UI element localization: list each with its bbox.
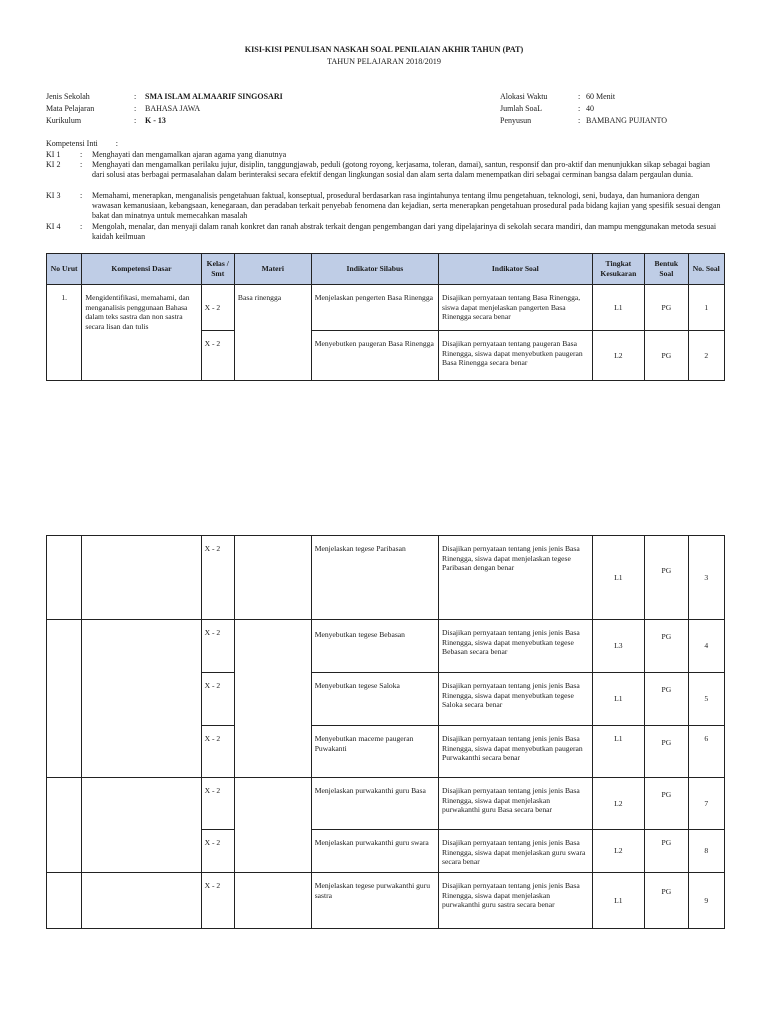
table-row [47, 873, 725, 929]
ki-code: KI 3 [46, 191, 61, 200]
kompetensi-dasar: Mengidentifikasi, memahami, dan menganalisis penggunaan Bahasa dalam teks sastra dan non sastra secara lisan dan tulis [82, 285, 201, 381]
indikator-silabus: Menjelaskan tegese purwakanthi guru sastra [311, 873, 438, 929]
ki-code: KI 1 [46, 150, 61, 159]
tingkat-kesukaran: L1 [592, 536, 645, 620]
document-subtitle: TAHUN PELAJARAN 2018/2019 [327, 57, 441, 66]
bentuk-soal: PG [645, 620, 688, 673]
no-soal: 9 [688, 873, 724, 929]
no-urut [47, 536, 82, 620]
table-row [47, 285, 725, 331]
materi [234, 620, 311, 778]
info-label: Alokasi Waktu [500, 92, 548, 101]
table-row [47, 536, 725, 620]
indikator-silabus: Menyebutkan maceme paugeran Puwakanti [311, 726, 438, 778]
document-title: KISI-KISI PENULISAN NASKAH SOAL PENILAIAN AKHIR TAHUN (PAT) [244, 45, 524, 54]
indikator-soal: Disajikan pernyataan tentang paugeran Basa Rinengga, siswa dapat menyebutken paugeran Basa Rinengga secara benar [439, 331, 593, 381]
no-soal: 1 [688, 285, 724, 331]
col-header: Kelas / Smt [201, 254, 234, 285]
no-urut [47, 778, 82, 873]
col-header: Tingkat Kesukaran [592, 254, 645, 285]
info-right-values [586, 91, 667, 127]
indikator-soal: Disajikan pernyataan tentang jenis jenis Basa Rinengga, siswa dapat menjelaskan purwakanthi guru Basa secara benar [439, 778, 593, 830]
bentuk-soal: PG [645, 285, 688, 331]
ki-text: Menghayati dan mengamalkan perilaku jujur, disiplin, tanggungjawab, peduli (gotong royong, kerjasama, toleran, damai), santun, responsif dan pro-aktif dan menunjukkan sikap sebagai bagian dari solusi atas berbagai permasalahan dalam berinteraksi secara efektif dengan lingkungan sosial dan alam serta dalam menempatkan diri sebagai cerminan bangsa dalam pergaulan dunia. [92, 160, 710, 179]
time-allocation: 60 Menit [586, 92, 616, 101]
indikator-soal: Disajikan pernyataan tentang jenis jenis Basa Rinengga, siswa dapat menjelaskan tegese Paribasan dengan benar [439, 536, 593, 620]
indikator-silabus: Menyebutkan tegese Saloka [311, 673, 438, 726]
tingkat-kesukaran: L1 [592, 673, 645, 726]
kelas: X - 2 [201, 536, 234, 620]
col-header: No Urut [47, 254, 82, 285]
info-label: Penyusun [500, 116, 532, 125]
materi [234, 536, 311, 620]
tingkat-kesukaran: L3 [592, 620, 645, 673]
indikator-silabus: Menjelaskan purwakanthi guru Basa [311, 778, 438, 830]
no-soal: 6 [688, 726, 724, 778]
info-left-values [145, 91, 283, 127]
bentuk-soal: PG [645, 331, 688, 381]
tingkat-kesukaran: L2 [592, 331, 645, 381]
bentuk-soal: PG [645, 873, 688, 929]
indikator-soal: Disajikan pernyataan tentang Basa Rinengga, siswa dapat menjelaskan pangerten Basa Rinengga secara benar [439, 285, 593, 331]
kisi-table-page2 [46, 535, 725, 929]
table-header-row [47, 254, 725, 285]
table-row [47, 778, 725, 830]
col-header: Materi [234, 254, 311, 285]
kompetensi-dasar [82, 873, 201, 929]
bentuk-soal: PG [645, 536, 688, 620]
kompetensi-dasar [82, 778, 201, 873]
ki-code: KI 2 [46, 160, 61, 169]
info-label: Kurikulum [46, 116, 82, 125]
ki-heading: Kompetensi Inti : [46, 139, 119, 148]
bentuk-soal: PG [645, 830, 688, 873]
no-soal: 5 [688, 673, 724, 726]
no-soal: 8 [688, 830, 724, 873]
table-row [47, 620, 725, 673]
indikator-silabus: Menjelaskan purwakanthi guru swara [311, 830, 438, 873]
ki-text: Memahami, menerapkan, menganalisis pengetahuan faktual, konseptual, prosedural berdasarkan rasa ingintahunya tentang ilmu pengetahuan, teknologi, seni, budaya, dan humaniora dengan wawasan kemanusiaan, kebangsaan, kenegaraan, dan peradaban terkait penyebab fenomena dan kejadian, serta menerapkan pengetahuan prosedural pada bidang kajian yang spesifik sesuai dengan bakat dan minatnya untuk memecahkan masalah [92, 191, 721, 220]
indikator-soal: Disajikan pernyataan tentang jenis jenis Basa Rinengga, siswa dapat menyebutkan paugeran Purwakanthi secara benar [439, 726, 593, 778]
col-header: Indikator Silabus [311, 254, 438, 285]
indikator-silabus: Menyebutkan tegese Bebasan [311, 620, 438, 673]
info-label: Jenis Sekolah [46, 92, 90, 101]
info-left-labels [46, 91, 94, 127]
kelas: X - 2 [201, 726, 234, 778]
no-soal: 7 [688, 778, 724, 830]
indikator-soal: Disajikan pernyataan tentang jenis jenis Basa Rinengga, siswa dapat menyebutkan tegese Saloka secara benar [439, 673, 593, 726]
tingkat-kesukaran: L1 [592, 873, 645, 929]
kompetensi-dasar [82, 536, 201, 620]
kelas: X - 2 [201, 778, 234, 830]
tingkat-kesukaran: L2 [592, 778, 645, 830]
tingkat-kesukaran: L1 [592, 285, 645, 331]
subject-name: BAHASA JAWA [145, 104, 201, 113]
author: BAMBANG PUJIANTO [586, 116, 667, 125]
ki-text: Menghayati dan mengamalkan ajaran agama yang dianutnya [92, 150, 287, 159]
no-urut [47, 620, 82, 778]
ki-code: KI 4 [46, 222, 61, 231]
indikator-soal: Disajikan pernyataan tentang jenis jenis Basa Rinengga, siswa dapat menyebutkan tegese Bebasan secara benar [439, 620, 593, 673]
tingkat-kesukaran: L1 [592, 726, 645, 778]
curriculum: K - 13 [145, 116, 166, 125]
no-soal: 3 [688, 536, 724, 620]
info-right-colons: : : : [578, 92, 581, 125]
indikator-soal: Disajikan pernyataan tentang jenis jenis Basa Rinengga, siswa dapat menjelaskan purwakanthi guru sastra secara benar [439, 873, 593, 929]
no-soal: 4 [688, 620, 724, 673]
kelas: X - 2 [201, 830, 234, 873]
indikator-silabus: Menjelaskan tegese Paribasan [311, 536, 438, 620]
kelas: X - 2 [201, 673, 234, 726]
indikator-soal: Disajikan pernyataan tentang jenis jenis Basa Rinengga, siswa dapat menjelaskan guru swara secara benar [439, 830, 593, 873]
info-left-colons: : : : [134, 92, 137, 125]
bentuk-soal: PG [645, 673, 688, 726]
kelas: X - 2 [201, 620, 234, 673]
tingkat-kesukaran: L2 [592, 830, 645, 873]
no-soal: 2 [688, 331, 724, 381]
materi [234, 873, 311, 929]
materi [234, 778, 311, 873]
question-count: 40 [586, 104, 594, 113]
materi: Basa rinengga [234, 285, 311, 381]
indikator-silabus: Menjelaskan pengerten Basa Rinengga [311, 285, 438, 331]
col-header: Bentuk Soal [645, 254, 688, 285]
info-right-labels [500, 91, 547, 127]
col-header: Indikator Soal [439, 254, 593, 285]
info-label: Mata Pelajaran [46, 104, 95, 113]
kisi-table-page1 [46, 253, 725, 381]
bentuk-soal: PG [645, 778, 688, 830]
no-urut [47, 873, 82, 929]
school-name: SMA ISLAM ALMAARIF SINGOSARI [145, 92, 283, 101]
col-header: No. Soal [688, 254, 724, 285]
indikator-silabus: Menyebutken paugeran Basa Rinengga [311, 331, 438, 381]
bentuk-soal: PG [645, 726, 688, 778]
kelas: X - 2 [201, 873, 234, 929]
info-label: Jumlah SoaL [500, 104, 542, 113]
col-header: Kompetensi Dasar [82, 254, 201, 285]
kelas: X - 2 [201, 285, 234, 331]
ki-text: Mengolah, menalar, dan menyaji dalam ranah konkret dan ranah abstrak terkait dengan pengembangan dari yang dipelajarinya di sekolah secara mandiri, dan mampu menggunakan metoda sesuai kaidah keilmuan [92, 222, 717, 241]
kelas: X - 2 [201, 331, 234, 381]
kompetensi-dasar [82, 620, 201, 778]
no-urut: 1. [47, 285, 82, 381]
